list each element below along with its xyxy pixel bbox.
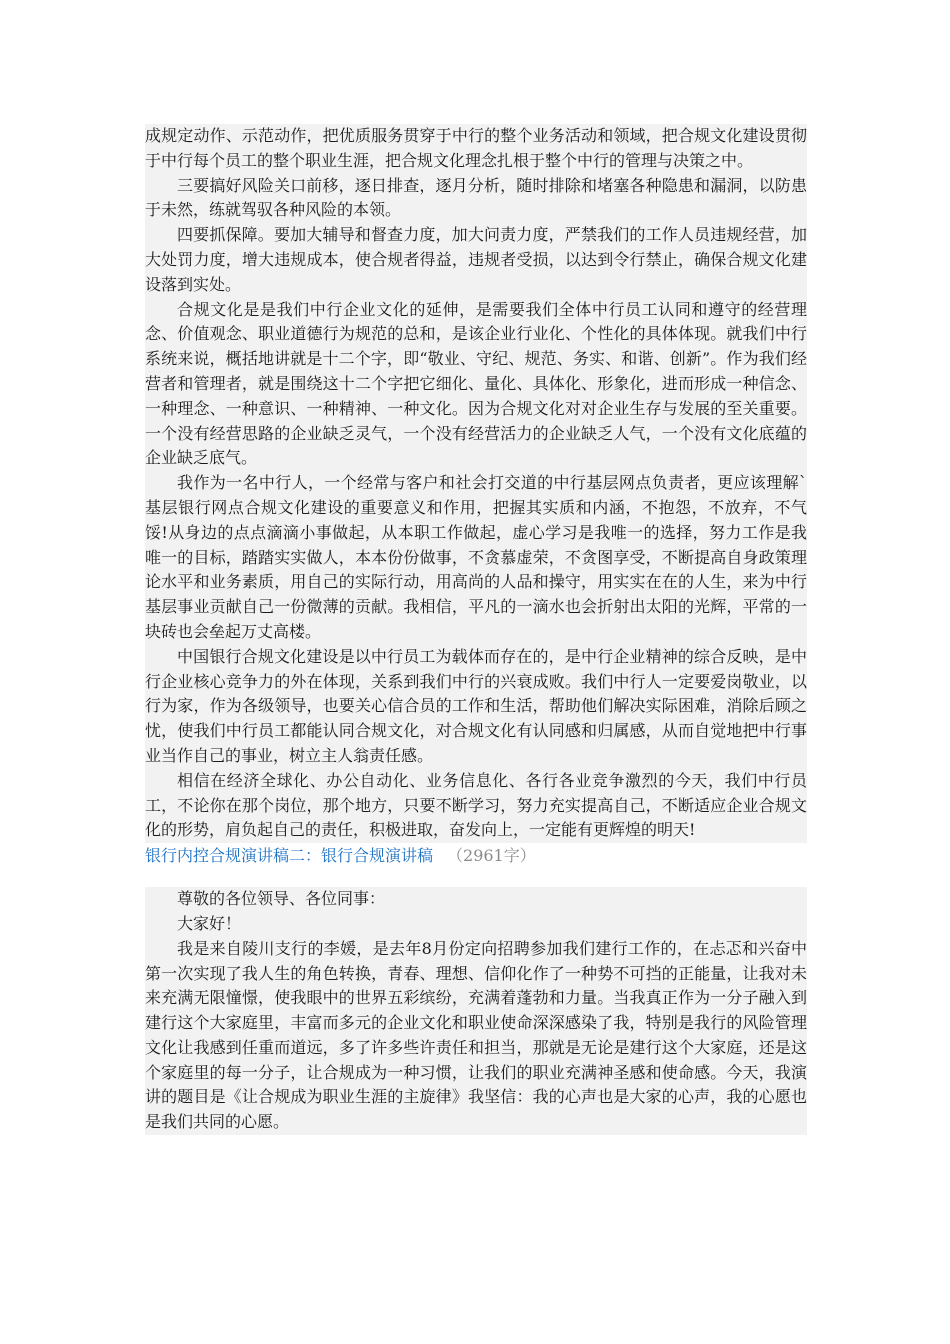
paragraph: 四要抓保障。要加大辅导和督查力度，加大问责力度，严禁我们的工作人员违规经营，加大处罚力度，增大违规成本，使合规者得益，违规者受损，以达到令行禁止，确保合规文化建设落到实处。 xyxy=(145,225,807,294)
paragraph: 尊敬的各位领导、各位同事： xyxy=(177,889,386,909)
paragraph: 合规文化是是我们中行企业文化的延伸，是需要我们全体中行员工认同和遵守的经营理念、价值观念、职业道德行为规范的总和，是该企业行业化、个性化的具体体现。就我们中行系统来说，概括地讲就是十二个字，即“敬业、守纪、规范、务实、和谐、创新”。作为我们经营者和管理者，就是围绕这十二个字把它细化、量化、具体化、形象化，进而形成一种信念、一种理念、一种意识、一种精神、一种文化。因为合规文化对对企业生存与发展的至关重要。一个没有经营思路的企业缺乏灵气，一个没有经营活力的企业缺乏人气，一个没有文化底蕴的企业缺乏底气。 xyxy=(145,299,807,468)
paragraph: 我作为一名中行人，一个经常与客户和社会打交道的中行基层网点负责者，更应该理解`基层银行网点合规文化建设的重要意义和作用，把握其实质和内涵，不抱怨，不放弃，不气馁!从身边的点点滴滴小事做起，从本职工作做起，虚心学习是我唯一的选择，努力工作是我唯一的目标，踏踏实实做人，本本份份做事，不贪慕虚荣，不贪图享受，不断提高自身政策理论水平和业务素质，用自己的实际行动，用高尚的人品和操守，用实实在在的人生，来为中行基层事业贡献自己一份微薄的贡献。我相信，平凡的一滴水也会折射出太阳的光辉，平常的一块砖也会垒起万丈高楼。 xyxy=(145,473,807,641)
article-title-link[interactable]: 银行内控合规演讲稿二：银行合规演讲稿 xyxy=(145,846,434,866)
section-2-text xyxy=(145,887,807,1135)
paragraph: 三要搞好风险关口前移，逐日排查，逐月分析，随时排除和堵塞各种隐患和漏洞，以防患于未然，练就驾驭各种风险的本领。 xyxy=(145,175,807,220)
document-page xyxy=(145,124,807,1135)
paragraph: 成规定动作、示范动作，把优质服务贯穿于中行的整个业务活动和领域，把合规文化建设贯彻于中行每个员工的整个职业生涯，把合规文化理念扎根于整个中行的管理与决策之中。 xyxy=(145,126,807,170)
paragraph: 相信在经济全球化、办公自动化、业务信息化、各行各业竞争激烈的今天，我们中行员工，不论你在那个岗位，那个地方，只要不断学习，努力充实提高自己，不断适应企业合规文化的形势，肩负起自己的责任，积极进取，奋发向上，一定能有更辉煌的明天! xyxy=(145,770,807,840)
spacer xyxy=(145,869,807,887)
word-count: （2961字） xyxy=(447,846,536,866)
paragraph: 大家好！ xyxy=(177,913,242,933)
paragraph: 我是来自陵川支行的李媛，是去年8月份定向招聘参加我们建行工作的，在忐忑和兴奋中第一次实现了我人生的角色转换，青春、理想、信仰化作了一种势不可挡的正能量，让我对未来充满无限憧憬，使我眼中的世界五彩缤纷，充满着蓬勃和力量。当我真正作为一分子融入到建行这个大家庭里，丰富而多元的企业文化和职业使命深深感染了我，特别是我行的风险管理文化让我感到任重而道远，多了许多些许责任和担当，那就是无论是建行这个大家庭，还是这个家庭里的每一分子，让合规成为一种习惯，让我们的职业充满神圣感和使命感。今天，我演讲的题目是《让合规成为职业生涯的主旋律》我坚信：我的心声也是大家的心声，我的心愿也是我们共同的心愿。 xyxy=(145,938,807,1132)
article-heading xyxy=(145,843,807,869)
section-1-text xyxy=(145,124,807,843)
paragraph: 中国银行合规文化建设是以中行员工为载体而存在的，是中行企业精神的综合反映，是中行企业核心竞争力的外在体现，关系到我们中行的兴衰成败。我们中行人一定要爱岗敬业，以行为家，作为各级领导，也要关心信合员的工作和生活，帮助他们解决实际困难，消除后顾之忧，使我们中行员工都能认同合规文化，对合规文化有认同感和归属感，从而自觉地把中行事业当作自己的事业，树立主人翁责任感。 xyxy=(145,646,807,765)
